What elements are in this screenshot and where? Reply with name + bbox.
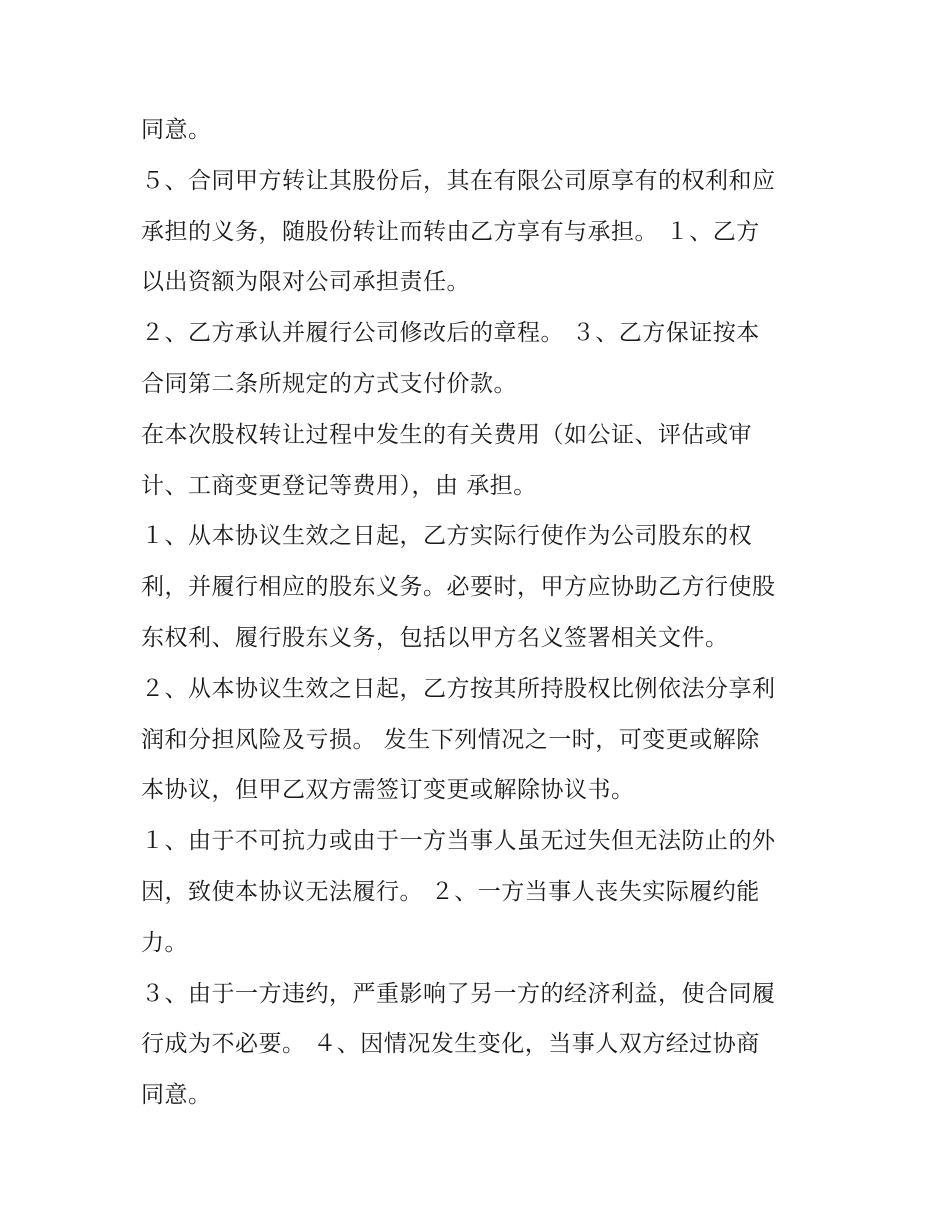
text-line: 以出资额为限对公司承担责任。 (141, 269, 470, 296)
text-line: ５、合同甲方转让其股份后，其在有限公司原享有的权利和应 (141, 167, 776, 194)
text-line: 承担的义务，随股份转让而转由乙方享有与承担。 １、乙方 (141, 218, 760, 245)
text-line: 同意。 (141, 1082, 212, 1109)
text-line: 润和分担风险及亏损。 发生下列情况之一时，可变更或解除 (141, 726, 760, 753)
text-line: 行成为不必要。 ４、因情况发生变化，当事人双方经过协商 (141, 1031, 760, 1058)
text-line: 同意。 (141, 117, 212, 143)
text-line: ２、乙方承认并履行公司修改后的章程。 ３、乙方保证按本 (141, 320, 760, 347)
text-line: １、从本协议生效之日起，乙方实际行使作为公司股东的权 (141, 523, 752, 550)
text-line: ２、从本协议生效之日起，乙方按其所持股权比例依法分享利 (141, 675, 776, 702)
body-text (141, 108, 831, 1124)
text-line: 利，并履行相应的股东义务。必要时，甲方应协助乙方行使股 (141, 574, 776, 601)
text-line: 计、工商变更登记等费用），由 承担。 (141, 472, 537, 499)
text-line: 因，致使本协议无法履行。 ２、一方当事人丧失实际履约能 (141, 878, 760, 905)
text-line: １、由于不可抗力或由于一方当事人虽无过失但无法防止的外 (141, 828, 776, 855)
text-line: 力。 (141, 929, 188, 956)
text-line: ３、由于一方违约，严重影响了另一方的经济利益，使合同履 (141, 980, 776, 1007)
text-line: 东权利、履行股东义务，包括以甲方名义签署相关文件。 (141, 624, 729, 651)
text-line: 本协议，但甲乙双方需签订变更或解除协议书。 (141, 777, 635, 804)
text-line: 合同第二条所规定的方式支付价款。 (141, 370, 517, 397)
text-line: 在本次股权转让过程中发生的有关费用（如公证、评估或审 (141, 421, 752, 448)
